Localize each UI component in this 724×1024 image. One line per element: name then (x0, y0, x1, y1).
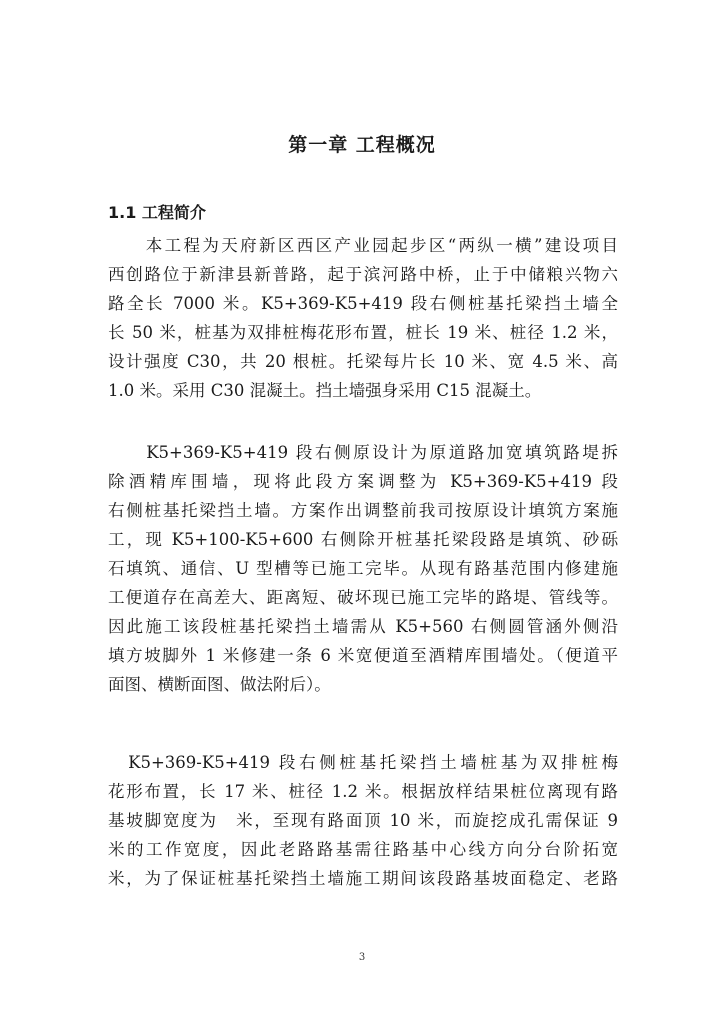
paragraph-2 (108, 438, 618, 699)
paragraph-line: 设计强度 C30，共 20 根桩。托梁每片长 10 米、宽 4.5 米、高 (108, 352, 618, 371)
page-number: 3 (358, 952, 366, 963)
paragraph-line: 米的工作宽度，因此老路路基需往路基中心线方向分台阶拓宽 (108, 840, 618, 859)
paragraph-line: 右侧桩基托梁挡土墙。方案作出调整前我司按原设计填筑方案施 (108, 501, 618, 520)
paragraph-line: 面图、横断面图、做法附后）。 (108, 675, 331, 694)
paragraph-line: 花形布置，长 17 米、桩径 1.2 米。根据放样结果桩位离现有路 (108, 782, 618, 801)
paragraph-1 (108, 231, 618, 405)
paragraph-line: 本工程为天府新区西区产业园起步区“两纵一横”建设项目 (108, 236, 618, 255)
paragraph-line: 路全长 7000 米。K5+369-K5+419 段右侧桩基托梁挡土墙全 (108, 294, 618, 313)
paragraph-line: 因此施工该段桩基托梁挡土墙需从 K5+560 右侧圆管涵外侧沿 (108, 617, 618, 636)
paragraph-line: K5+369-K5+419 段右侧桩基托梁挡土墙桩基为双排桩梅 (108, 753, 618, 772)
paragraph-line: 除酒精库围墙，现将此段方案调整为 K5+369-K5+419 段 (108, 472, 618, 491)
paragraph-line: 基坡脚宽度为 米，至现有路面顶 10 米，而旋挖成孔需保证 9 (108, 811, 618, 830)
section-title: 1.1 工程简介 (108, 203, 206, 222)
paragraph-line: 工，现 K5+100-K5+600 右侧除开桩基托梁段路是填筑、砂砾 (108, 530, 618, 549)
paragraph-line: 长 50 米，桩基为双排桩梅花形布置，桩长 19 米、桩径 1.2 米， (108, 323, 618, 342)
paragraph-line: K5+369-K5+419 段右侧原设计为原道路加宽填筑路堤拆 (108, 443, 618, 462)
paragraph-line: 石填筑、通信、U 型槽等已施工完毕。从现有路基范围内修建施 (108, 559, 618, 578)
paragraph-line: 西创路位于新津县新普路，起于滨河路中桥，止于中储粮兴物六 (108, 265, 618, 284)
paragraph-line: 1.0 米。采用 C30 混凝土。挡土墙强身采用 C15 混凝土。 (108, 381, 542, 400)
paragraph-line: 米，为了保证桩基托梁挡土墙施工期间该段路基坡面稳定、老路 (108, 869, 618, 888)
paragraph-line: 填方坡脚外 1 米修建一条 6 米宽便道至酒精库围墙处。（便道平 (108, 646, 618, 665)
paragraph-line: 工便道存在高差大、距离短、破坏现已施工完毕的路堤、管线等。 (108, 588, 618, 607)
paragraph-3 (108, 748, 618, 893)
chapter-title: 第一章 工程概况 (288, 134, 436, 156)
